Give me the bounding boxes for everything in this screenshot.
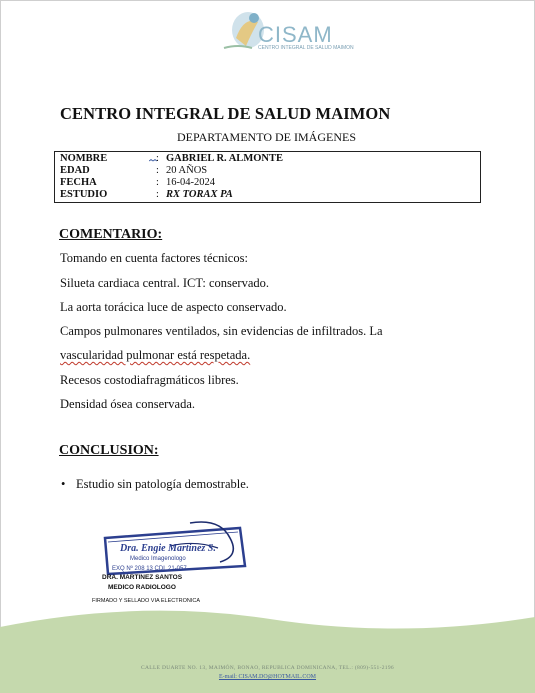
patient-label: ESTUDIO — [60, 189, 108, 200]
footer-address: CALLE DUARTE NO. 13, MAIMÓN, BONAO, REPUBLICA DOMINICANA, TEL.: (809)-551-2196 — [141, 665, 394, 671]
patient-label: NOMBRE — [60, 153, 108, 164]
patient-value: 16-04-2024 — [166, 177, 215, 188]
comentario-line: Campos pulmonares ventilados, sin evidencias de infiltrados. La — [60, 324, 383, 338]
logo-subtitle: CENTRO INTEGRAL DE SALUD MAIMON — [258, 45, 354, 51]
patient-value: RX TORAX PA — [166, 189, 233, 200]
bullet-icon: • — [61, 477, 66, 491]
doctor-name: DRA. MARTINEZ SANTOS — [102, 574, 183, 581]
page-title: CENTRO INTEGRAL DE SALUD MAIMON — [60, 104, 391, 123]
separator: : — [156, 165, 159, 176]
comentario-line: Densidad ósea conservada. — [60, 397, 196, 411]
doctor-stamp — [100, 518, 250, 578]
signature-note: FIRMADO Y SELLADO VIA ELECTRONICA — [92, 598, 200, 604]
logo-wordmark: CISAM — [258, 22, 333, 47]
patient-value: 20 AÑOS — [166, 165, 208, 176]
comentario-line: La aorta torácica luce de aspecto conservado. — [60, 300, 287, 314]
comentario-heading: COMENTARIO: — [59, 227, 163, 242]
footer-email[interactable]: E-mail: CISAM.DO@HOTMAIL.COM — [218, 674, 317, 680]
patient-info-box — [54, 151, 481, 203]
stamp-title: Medico Imagenologo — [130, 556, 186, 562]
separator: : — [156, 153, 159, 164]
comentario-line: Recesos costodiafragmáticos libres. — [60, 373, 239, 387]
patient-label: EDAD — [60, 165, 90, 176]
conclusion-item-text: Estudio sin patología demostrable. — [76, 477, 249, 491]
patient-value: GABRIEL R. ALMONTE — [166, 153, 283, 164]
stamp-name: Dra. Engie Martinez S. — [120, 543, 216, 554]
comentario-line: Tomando en cuenta factores técnicos: — [60, 251, 248, 265]
conclusion-item — [61, 477, 249, 492]
department-title: DEPARTAMENTO DE IMÁGENES — [177, 130, 356, 144]
comentario-line: Silueta cardiaca central. ICT: conservado. — [60, 276, 270, 290]
stamp-exq: EXQ Nº 208 13 CDL 21-057 — [112, 566, 187, 572]
conclusion-heading: CONCLUSION: — [59, 443, 159, 458]
separator: : — [156, 177, 159, 188]
patient-label: FECHA — [60, 177, 97, 188]
separator: : — [156, 189, 159, 200]
doctor-role: MEDICO RADIOLOGO — [108, 584, 176, 591]
spellcheck-squiggle-icon — [149, 159, 157, 162]
comentario-line: vascularidad pulmonar está respetada. — [60, 348, 251, 362]
